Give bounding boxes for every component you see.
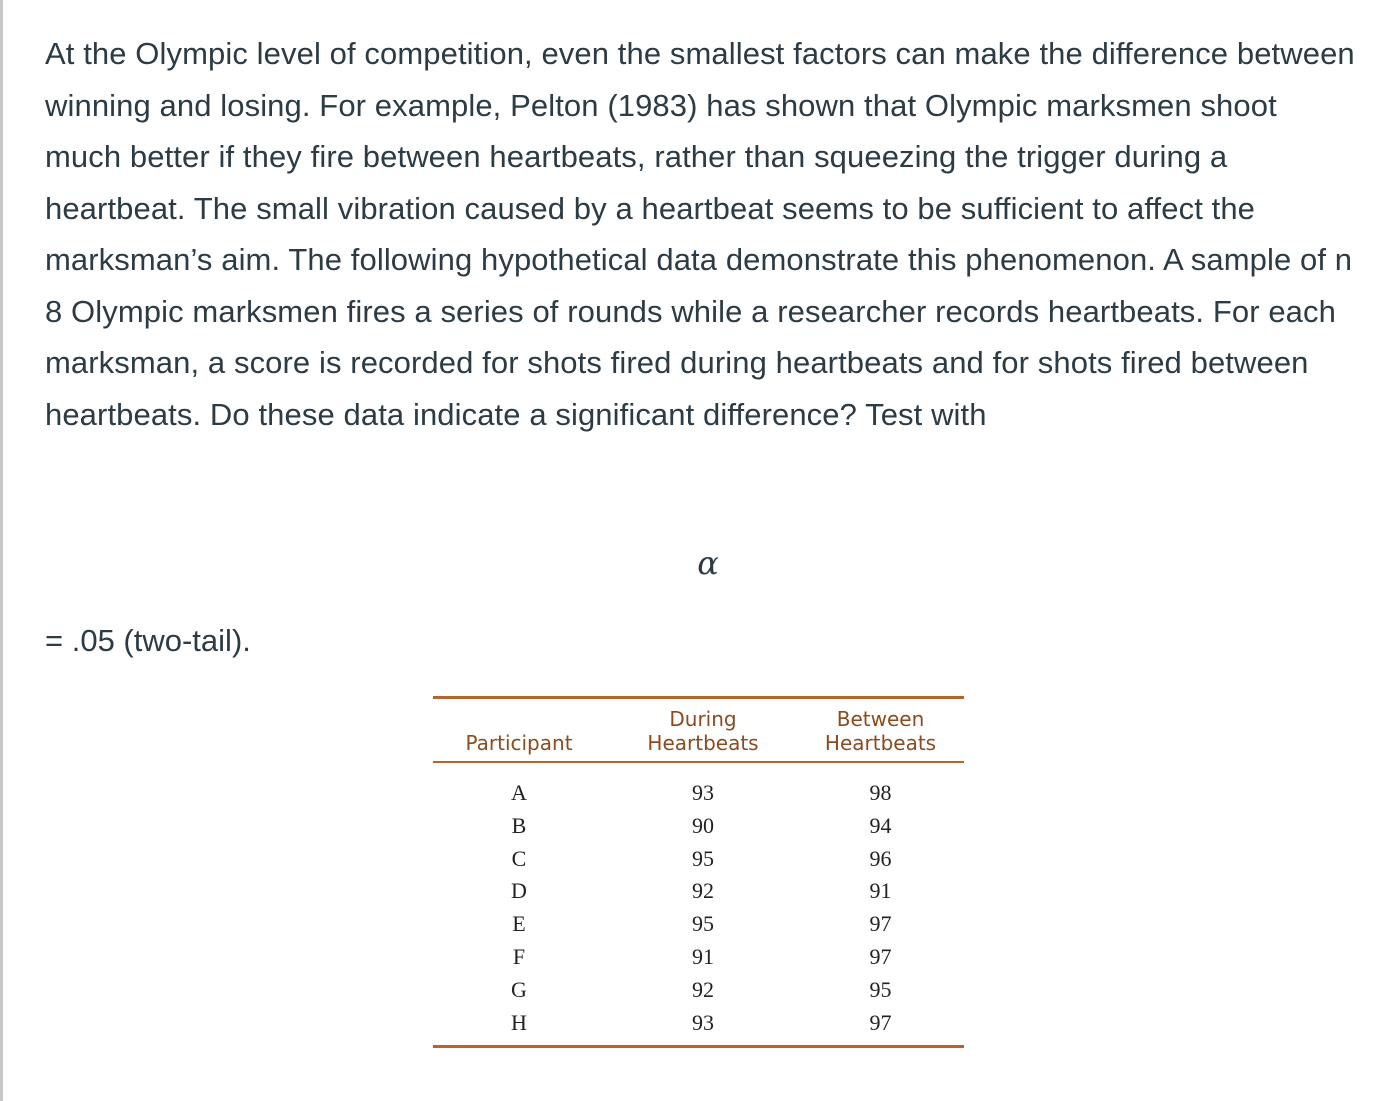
- participant-cell: B: [511, 812, 527, 838]
- table-row: [433, 974, 964, 1007]
- between-cell: 98: [869, 780, 892, 805]
- table-row: [433, 810, 964, 843]
- left-border: [0, 0, 3, 1101]
- alpha-symbol: [45, 538, 1355, 588]
- header-during-heartbeats: During Heartbeats: [647, 707, 759, 755]
- between-cell: 94: [869, 812, 892, 838]
- header-between-heartbeats: Between Heartbeats: [824, 707, 937, 755]
- header-participant: Participant: [465, 731, 573, 755]
- during-cell: 93: [692, 780, 714, 805]
- participant-cell: H: [511, 1009, 527, 1035]
- between-cell: 91: [869, 878, 892, 904]
- between-cell: 96: [869, 845, 892, 871]
- participant-cell: C: [511, 845, 527, 871]
- alpha-value-text: = .05 (two-tail).: [45, 623, 251, 658]
- during-cell: 92: [692, 878, 714, 904]
- question-text: At the Olympic level of competition, even the smallest factors can make the difference between winning and losing. For example, Pelton (1983) has shown that Olympic marksmen shoot much better if they fire between heartbeats, rather than squeezing the trigger during a heartbeat. The small vibration caused by a heartbeat seems to be sufficient to affect the marksman’s aim. The following hypothetical data demonstrate this phenomenon. A sample of n 8 Olympic marksmen fires a series of rounds while a researcher records heartbeats. For each marksman, a score is recorded for shots fired during heartbeats and for shots fired between heartbeats. Do these data indicate a significant difference? Test with: [45, 36, 1355, 432]
- between-cell: 97: [869, 911, 892, 937]
- during-cell: 92: [692, 976, 714, 1002]
- during-cell: 91: [692, 943, 714, 969]
- during-cell: 95: [692, 911, 714, 937]
- table-row: [433, 777, 964, 810]
- between-cell: 97: [869, 943, 892, 969]
- table-row: [433, 1007, 964, 1040]
- participant-cell: F: [512, 943, 526, 969]
- during-cell: 95: [692, 845, 714, 871]
- between-cell: 97: [869, 1009, 892, 1035]
- during-cell: 90: [692, 812, 714, 838]
- table-row: [433, 908, 964, 941]
- between-cell: 95: [869, 976, 892, 1002]
- heartbeat-data-table: [433, 696, 964, 1048]
- participant-cell: D: [511, 878, 527, 904]
- question-content: [45, 28, 1355, 658]
- table-row: [433, 843, 964, 876]
- table-row: [433, 875, 964, 908]
- alpha-symbol-text: α: [697, 544, 719, 582]
- participant-cell: G: [511, 976, 527, 1002]
- participant-cell: E: [512, 911, 526, 937]
- during-cell: 93: [692, 1009, 714, 1035]
- participant-cell: A: [511, 780, 527, 805]
- table-body: [433, 763, 964, 1048]
- table-header-row: [433, 699, 964, 763]
- table-row: [433, 941, 964, 974]
